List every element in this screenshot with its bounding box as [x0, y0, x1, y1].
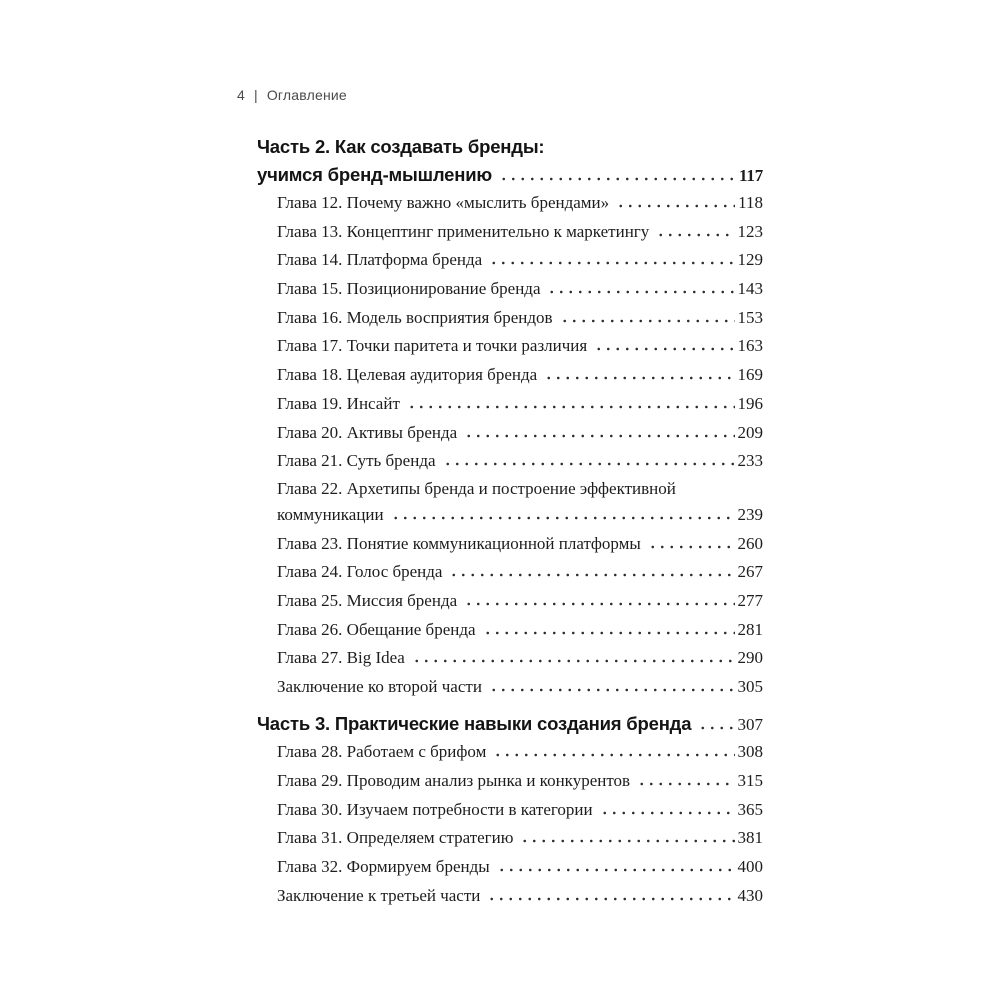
part2-heading-line1 — [257, 133, 763, 161]
toc-page-number: 143 — [737, 279, 763, 299]
header-separator: | — [254, 87, 258, 103]
toc-row-ch16 — [277, 304, 763, 333]
dot-leader — [464, 602, 734, 606]
toc-row-ch18 — [277, 361, 763, 390]
dot-leader — [497, 868, 735, 872]
toc-page-number: 365 — [737, 799, 763, 819]
part2-heading-line2-text: учимся бренд-мышлению — [257, 164, 493, 185]
toc-row-ch23 — [277, 530, 763, 559]
toc-row-ch19 — [277, 390, 763, 419]
dot-leader — [698, 726, 734, 730]
toc-label: Глава 13. Концептинг применительно к маркетингу — [277, 221, 650, 241]
dot-leader — [483, 631, 735, 635]
dot-leader — [412, 659, 735, 663]
toc-label: Глава 24. Голос бренда — [277, 562, 443, 582]
part3-page-number: 307 — [737, 714, 763, 734]
toc-row-ch24 — [277, 558, 763, 587]
toc-row-ch17 — [277, 332, 763, 361]
part3-heading-row — [257, 710, 763, 739]
toc-label: Глава 12. Почему важно «мыслить брендами» — [277, 193, 610, 212]
part3-heading — [257, 710, 763, 739]
toc-row-ch20 — [277, 419, 763, 448]
header-page-number: 4 — [237, 87, 245, 103]
toc-label: Глава 21. Суть бренда — [277, 451, 436, 471]
toc-row-ch14 — [277, 246, 763, 275]
toc-label-line1: Глава 22. Архетипы бренда и построение эффективной — [277, 478, 676, 498]
dot-leader — [600, 811, 735, 815]
toc-page-number: 290 — [737, 648, 763, 668]
toc-label: Глава 29. Проводим анализ рынка и конкурентов — [277, 771, 631, 791]
toc-label: Глава 25. Миссия бренда — [277, 590, 458, 610]
dot-leader — [656, 233, 734, 237]
toc-page-number: 239 — [737, 504, 763, 524]
toc-page-number: 123 — [737, 221, 763, 241]
dot-leader — [489, 688, 735, 692]
toc-label: Глава 18. Целевая аудитория бренда — [277, 365, 538, 385]
toc-row-part2-conclusion — [277, 673, 763, 702]
toc-page-number: 308 — [737, 742, 763, 762]
dot-leader — [407, 405, 735, 409]
toc-label: Глава 32. Формируем бренды — [277, 857, 490, 877]
dot-leader — [544, 376, 734, 380]
toc-page-number: 305 — [737, 677, 763, 696]
toc-label: Заключение к третьей части — [277, 885, 481, 905]
toc-page-number: 209 — [737, 422, 763, 442]
toc-row-ch22 — [277, 476, 763, 530]
toc-label-line2: коммуникации — [277, 504, 384, 524]
toc-page-number: 153 — [737, 307, 763, 327]
part2-heading-line2 — [257, 161, 763, 189]
toc-page-number: 129 — [737, 250, 763, 270]
toc-page-number: 281 — [737, 619, 763, 639]
toc-page-number: 169 — [737, 365, 763, 385]
part2-heading — [257, 133, 763, 189]
toc-page-number: 163 — [737, 336, 763, 356]
toc-row-ch25 — [277, 587, 763, 616]
toc-label: Глава 27. Big Idea — [277, 648, 405, 668]
toc-page-number: 233 — [737, 451, 763, 471]
dot-leader — [443, 462, 735, 466]
part2-chapter-list — [277, 189, 763, 702]
toc-row-part3-conclusion — [277, 882, 763, 911]
toc-label: Глава 19. Инсайт — [277, 393, 400, 413]
toc-row-ch26 — [277, 616, 763, 645]
toc-row-ch29 — [277, 767, 763, 796]
toc-page-number: 315 — [737, 771, 763, 791]
toc-page-number: 381 — [737, 828, 763, 848]
toc-page-number: 196 — [737, 393, 763, 413]
toc-page-number: 430 — [737, 885, 763, 905]
dot-leader — [464, 434, 734, 438]
toc-label: Заключение ко второй части — [277, 677, 482, 696]
toc-page-number: 400 — [737, 857, 763, 877]
book-page — [237, 0, 763, 911]
toc-label: Глава 31. Определяем стратегию — [277, 828, 514, 848]
toc-row-ch13 — [277, 218, 763, 247]
toc-row-ch15 — [277, 275, 763, 304]
toc-label: Глава 17. Точки паритета и точки различия — [277, 336, 588, 356]
dot-leader — [547, 290, 734, 294]
part3-heading-text: Часть 3. Практические навыки создания бренда — [257, 712, 692, 734]
toc-row-ch32 — [277, 853, 763, 882]
toc-row-ch31 — [277, 824, 763, 853]
dot-leader — [594, 347, 734, 351]
part2-heading-line1-text: Часть 2. Как создавать бренды: — [257, 136, 545, 157]
toc-page-number: 260 — [737, 533, 763, 553]
toc-page-number: 118 — [738, 193, 763, 212]
dot-leader — [391, 516, 735, 520]
toc-label: Глава 23. Понятие коммуникационной платформы — [277, 533, 641, 553]
running-header — [237, 88, 763, 102]
toc-label-line2-row — [277, 501, 763, 530]
dot-leader — [560, 319, 735, 323]
toc-label: Глава 28. Работаем с брифом — [277, 742, 487, 762]
toc-label: Глава 20. Активы бренда — [277, 422, 458, 442]
dot-leader — [493, 753, 734, 757]
dot-leader — [520, 839, 734, 843]
toc-row-ch27 — [277, 644, 763, 673]
toc-label: Глава 16. Модель восприятия брендов — [277, 307, 553, 327]
dot-leader — [616, 204, 735, 208]
header-title: Оглавление — [266, 87, 347, 103]
toc-row-ch30 — [277, 796, 763, 825]
toc-label: Глава 14. Платформа бренда — [277, 250, 483, 270]
toc-page-number: 267 — [737, 562, 763, 582]
dot-leader — [499, 177, 736, 181]
dot-leader — [637, 782, 734, 786]
toc-row-ch12 — [277, 189, 763, 218]
toc-label: Глава 26. Обещание бренда — [277, 619, 476, 639]
toc-row-ch28 — [277, 738, 763, 767]
part2-page-number: 117 — [739, 166, 763, 185]
dot-leader — [489, 261, 734, 265]
toc-label: Глава 30. Изучаем потребности в категории — [277, 799, 593, 819]
part3-chapter-list — [277, 738, 763, 910]
dot-leader — [648, 545, 735, 549]
toc-page-number: 277 — [737, 590, 763, 610]
toc-label: Глава 15. Позиционирование бренда — [277, 279, 541, 299]
dot-leader — [449, 573, 734, 577]
toc-row-ch21 — [277, 447, 763, 476]
dot-leader — [487, 897, 734, 901]
